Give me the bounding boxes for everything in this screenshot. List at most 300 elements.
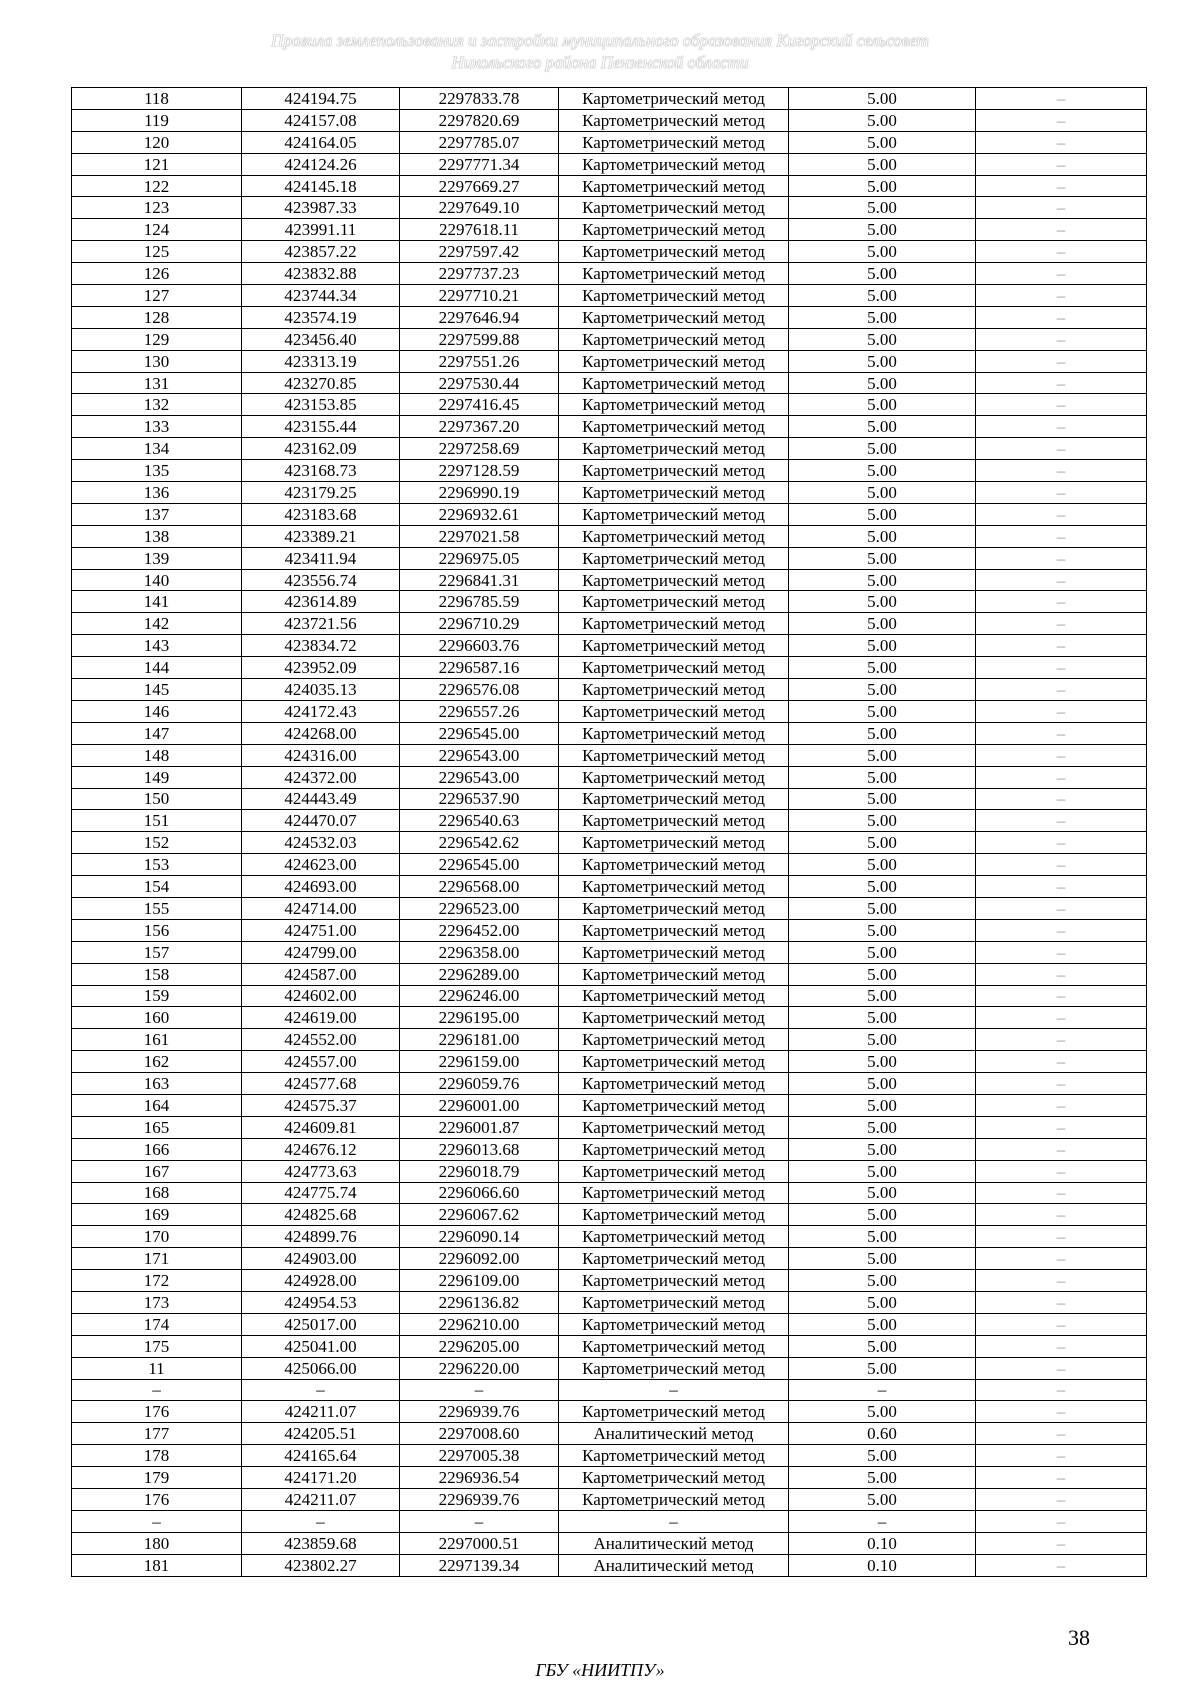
accuracy-cell: 5.00 xyxy=(789,1445,976,1467)
point-number-cell: 152 xyxy=(72,832,242,854)
y-coordinate-cell: 2297833.78 xyxy=(400,88,559,110)
table-row xyxy=(72,1160,1147,1182)
point-number-cell: 150 xyxy=(72,788,242,810)
note-cell: – xyxy=(976,788,1147,810)
point-number-cell: 145 xyxy=(72,679,242,701)
x-coordinate-cell: 424171.20 xyxy=(242,1467,400,1489)
note-cell: – xyxy=(976,722,1147,744)
point-number-cell: 172 xyxy=(72,1270,242,1292)
table-row xyxy=(72,1270,1147,1292)
table-row xyxy=(72,372,1147,394)
point-number-cell: 181 xyxy=(72,1554,242,1576)
accuracy-cell: 5.00 xyxy=(789,1073,976,1095)
note-cell: – xyxy=(976,1467,1147,1489)
y-coordinate-cell: 2296195.00 xyxy=(400,1007,559,1029)
x-coordinate-cell: 423614.89 xyxy=(242,591,400,613)
accuracy-cell: 5.00 xyxy=(789,722,976,744)
x-coordinate-cell: 423832.88 xyxy=(242,263,400,285)
y-coordinate-cell: 2296067.62 xyxy=(400,1204,559,1226)
method-cell: Картометрический метод xyxy=(559,854,789,876)
accuracy-cell: 5.00 xyxy=(789,591,976,613)
x-coordinate-cell: 424751.00 xyxy=(242,919,400,941)
method-cell: Картометрический метод xyxy=(559,1291,789,1313)
table-row xyxy=(72,131,1147,153)
accuracy-cell: 5.00 xyxy=(789,810,976,832)
point-number-cell: 170 xyxy=(72,1226,242,1248)
table-row xyxy=(72,503,1147,525)
table-row xyxy=(72,897,1147,919)
accuracy-cell: 5.00 xyxy=(789,854,976,876)
y-coordinate-cell: 2297710.21 xyxy=(400,285,559,307)
y-coordinate-cell: 2296587.16 xyxy=(400,657,559,679)
table-row xyxy=(72,1532,1147,1554)
method-cell: Картометрический метод xyxy=(559,263,789,285)
table-row xyxy=(72,1467,1147,1489)
x-coordinate-cell: 424825.68 xyxy=(242,1204,400,1226)
y-coordinate-cell: 2297618.11 xyxy=(400,219,559,241)
x-coordinate-cell: 424693.00 xyxy=(242,876,400,898)
method-cell: Картометрический метод xyxy=(559,328,789,350)
table-row xyxy=(72,438,1147,460)
point-number-cell: 138 xyxy=(72,525,242,547)
table-row xyxy=(72,1423,1147,1445)
coordinates-table-body xyxy=(72,88,1147,1577)
table-row xyxy=(72,1313,1147,1335)
table-row xyxy=(72,1116,1147,1138)
table-row xyxy=(72,657,1147,679)
note-cell: – xyxy=(976,197,1147,219)
y-coordinate-cell: – xyxy=(400,1379,559,1401)
point-number-cell: 130 xyxy=(72,350,242,372)
table-row xyxy=(72,460,1147,482)
x-coordinate-cell: 424211.07 xyxy=(242,1401,400,1423)
note-cell: – xyxy=(976,1313,1147,1335)
table-row xyxy=(72,416,1147,438)
y-coordinate-cell: 2297785.07 xyxy=(400,131,559,153)
method-cell: Картометрический метод xyxy=(559,700,789,722)
table-row xyxy=(72,591,1147,613)
y-coordinate-cell: 2296543.00 xyxy=(400,744,559,766)
x-coordinate-cell: 424623.00 xyxy=(242,854,400,876)
y-coordinate-cell: 2296109.00 xyxy=(400,1270,559,1292)
y-coordinate-cell: 2296710.29 xyxy=(400,613,559,635)
note-cell: – xyxy=(976,1051,1147,1073)
point-number-cell: 146 xyxy=(72,700,242,722)
note-cell: – xyxy=(976,854,1147,876)
y-coordinate-cell: 2296018.79 xyxy=(400,1160,559,1182)
point-number-cell: 156 xyxy=(72,919,242,941)
y-coordinate-cell: 2296936.54 xyxy=(400,1467,559,1489)
x-coordinate-cell: 424899.76 xyxy=(242,1226,400,1248)
note-cell: – xyxy=(976,613,1147,635)
y-coordinate-cell: – xyxy=(400,1510,559,1532)
note-cell: – xyxy=(976,1270,1147,1292)
accuracy-cell: 5.00 xyxy=(789,876,976,898)
accuracy-cell: 5.00 xyxy=(789,941,976,963)
y-coordinate-cell: 2296181.00 xyxy=(400,1029,559,1051)
method-cell: Картометрический метод xyxy=(559,1226,789,1248)
accuracy-cell: 5.00 xyxy=(789,1007,976,1029)
table-row xyxy=(72,876,1147,898)
y-coordinate-cell: 2297258.69 xyxy=(400,438,559,460)
note-cell: – xyxy=(976,547,1147,569)
accuracy-cell: 5.00 xyxy=(789,1094,976,1116)
table-row xyxy=(72,547,1147,569)
note-cell: – xyxy=(976,766,1147,788)
method-cell: Картометрический метод xyxy=(559,1160,789,1182)
method-cell: Картометрический метод xyxy=(559,963,789,985)
running-header xyxy=(0,30,1200,74)
point-number-cell: 125 xyxy=(72,241,242,263)
table-row xyxy=(72,1051,1147,1073)
y-coordinate-cell: 2297416.45 xyxy=(400,394,559,416)
note-cell: – xyxy=(976,109,1147,131)
x-coordinate-cell: 424205.51 xyxy=(242,1423,400,1445)
note-cell: – xyxy=(976,679,1147,701)
note-cell: – xyxy=(976,1401,1147,1423)
accuracy-cell: 5.00 xyxy=(789,241,976,263)
x-coordinate-cell: 424211.07 xyxy=(242,1489,400,1511)
accuracy-cell: 5.00 xyxy=(789,1182,976,1204)
accuracy-cell: 5.00 xyxy=(789,438,976,460)
y-coordinate-cell: 2297599.88 xyxy=(400,328,559,350)
accuracy-cell: 5.00 xyxy=(789,1401,976,1423)
point-number-cell: 166 xyxy=(72,1138,242,1160)
accuracy-cell: 5.00 xyxy=(789,460,976,482)
point-number-cell: 173 xyxy=(72,1291,242,1313)
method-cell: Аналитический метод xyxy=(559,1554,789,1576)
point-number-cell: 160 xyxy=(72,1007,242,1029)
point-number-cell: 143 xyxy=(72,635,242,657)
accuracy-cell: 5.00 xyxy=(789,1248,976,1270)
method-cell: – xyxy=(559,1379,789,1401)
x-coordinate-cell: 423802.27 xyxy=(242,1554,400,1576)
y-coordinate-cell: 2296990.19 xyxy=(400,482,559,504)
y-coordinate-cell: 2297649.10 xyxy=(400,197,559,219)
accuracy-cell: 5.00 xyxy=(789,109,976,131)
note-cell: – xyxy=(976,328,1147,350)
note-cell: – xyxy=(976,350,1147,372)
method-cell: Картометрический метод xyxy=(559,1467,789,1489)
accuracy-cell: 5.00 xyxy=(789,766,976,788)
method-cell: Картометрический метод xyxy=(559,832,789,854)
accuracy-cell: 5.00 xyxy=(789,1313,976,1335)
table-row xyxy=(72,635,1147,657)
x-coordinate-cell: 423168.73 xyxy=(242,460,400,482)
accuracy-cell: 5.00 xyxy=(789,1160,976,1182)
method-cell: Картометрический метод xyxy=(559,744,789,766)
note-cell: – xyxy=(976,263,1147,285)
x-coordinate-cell: 423991.11 xyxy=(242,219,400,241)
point-number-cell: 119 xyxy=(72,109,242,131)
page-number: 38 xyxy=(1068,1625,1090,1650)
point-number-cell: 118 xyxy=(72,88,242,110)
y-coordinate-cell: 2296568.00 xyxy=(400,876,559,898)
method-cell: Картометрический метод xyxy=(559,460,789,482)
x-coordinate-cell: 424609.81 xyxy=(242,1116,400,1138)
method-cell: Аналитический метод xyxy=(559,1423,789,1445)
point-number-cell: 168 xyxy=(72,1182,242,1204)
point-number-cell: 131 xyxy=(72,372,242,394)
accuracy-cell: 5.00 xyxy=(789,482,976,504)
method-cell: Картометрический метод xyxy=(559,569,789,591)
note-cell: – xyxy=(976,963,1147,985)
x-coordinate-cell: 424619.00 xyxy=(242,1007,400,1029)
accuracy-cell: 5.00 xyxy=(789,263,976,285)
x-coordinate-cell: 424954.53 xyxy=(242,1291,400,1313)
y-coordinate-cell: 2296220.00 xyxy=(400,1357,559,1379)
x-coordinate-cell: – xyxy=(242,1379,400,1401)
table-row xyxy=(72,1510,1147,1532)
y-coordinate-cell: 2296576.08 xyxy=(400,679,559,701)
point-number-cell: 134 xyxy=(72,438,242,460)
point-number-cell: 124 xyxy=(72,219,242,241)
y-coordinate-cell: 2296537.90 xyxy=(400,788,559,810)
method-cell: Картометрический метод xyxy=(559,1335,789,1357)
note-cell: – xyxy=(976,1116,1147,1138)
method-cell: Картометрический метод xyxy=(559,1051,789,1073)
x-coordinate-cell: 424602.00 xyxy=(242,985,400,1007)
method-cell: Картометрический метод xyxy=(559,197,789,219)
accuracy-cell: 5.00 xyxy=(789,285,976,307)
point-number-cell: 179 xyxy=(72,1467,242,1489)
x-coordinate-cell: 423313.19 xyxy=(242,350,400,372)
accuracy-cell: 5.00 xyxy=(789,88,976,110)
table-row xyxy=(72,1094,1147,1116)
accuracy-cell: 5.00 xyxy=(789,1116,976,1138)
x-coordinate-cell: 425041.00 xyxy=(242,1335,400,1357)
table-row xyxy=(72,700,1147,722)
table-row xyxy=(72,1007,1147,1029)
x-coordinate-cell: 423952.09 xyxy=(242,657,400,679)
table-row xyxy=(72,1335,1147,1357)
accuracy-cell: 5.00 xyxy=(789,175,976,197)
method-cell: Картометрический метод xyxy=(559,613,789,635)
point-number-cell: 121 xyxy=(72,153,242,175)
accuracy-cell: 5.00 xyxy=(789,1138,976,1160)
method-cell: Картометрический метод xyxy=(559,482,789,504)
point-number-cell: 151 xyxy=(72,810,242,832)
accuracy-cell: 5.00 xyxy=(789,963,976,985)
point-number-cell: 167 xyxy=(72,1160,242,1182)
accuracy-cell: 5.00 xyxy=(789,613,976,635)
y-coordinate-cell: 2296136.82 xyxy=(400,1291,559,1313)
accuracy-cell: 5.00 xyxy=(789,547,976,569)
accuracy-cell: – xyxy=(789,1510,976,1532)
x-coordinate-cell: 424532.03 xyxy=(242,832,400,854)
point-number-cell: 123 xyxy=(72,197,242,219)
y-coordinate-cell: 2296358.00 xyxy=(400,941,559,963)
accuracy-cell: 5.00 xyxy=(789,1270,976,1292)
method-cell: Картометрический метод xyxy=(559,635,789,657)
point-number-cell: 142 xyxy=(72,613,242,635)
y-coordinate-cell: 2296159.00 xyxy=(400,1051,559,1073)
x-coordinate-cell: 424470.07 xyxy=(242,810,400,832)
x-coordinate-cell: 424575.37 xyxy=(242,1094,400,1116)
x-coordinate-cell: 423153.85 xyxy=(242,394,400,416)
method-cell: Картометрический метод xyxy=(559,547,789,569)
point-number-cell: 171 xyxy=(72,1248,242,1270)
table-row xyxy=(72,1554,1147,1576)
y-coordinate-cell: 2296210.00 xyxy=(400,1313,559,1335)
method-cell: Картометрический метод xyxy=(559,1313,789,1335)
accuracy-cell: 0.60 xyxy=(789,1423,976,1445)
point-number-cell: 147 xyxy=(72,722,242,744)
y-coordinate-cell: 2297000.51 xyxy=(400,1532,559,1554)
note-cell: – xyxy=(976,919,1147,941)
x-coordinate-cell: 424773.63 xyxy=(242,1160,400,1182)
accuracy-cell: 5.00 xyxy=(789,1489,976,1511)
point-number-cell: 133 xyxy=(72,416,242,438)
accuracy-cell: 5.00 xyxy=(789,219,976,241)
x-coordinate-cell: 424557.00 xyxy=(242,1051,400,1073)
method-cell: Картометрический метод xyxy=(559,919,789,941)
point-number-cell: 161 xyxy=(72,1029,242,1051)
note-cell: – xyxy=(976,1138,1147,1160)
y-coordinate-cell: 2296001.87 xyxy=(400,1116,559,1138)
y-coordinate-cell: 2297820.69 xyxy=(400,109,559,131)
footer-organization: ГБУ «НИИТПУ» xyxy=(535,1660,665,1680)
note-cell: – xyxy=(976,1554,1147,1576)
accuracy-cell: 5.00 xyxy=(789,525,976,547)
method-cell: Картометрический метод xyxy=(559,1029,789,1051)
note-cell: – xyxy=(976,482,1147,504)
point-number-cell: 157 xyxy=(72,941,242,963)
point-number-cell: – xyxy=(72,1379,242,1401)
y-coordinate-cell: 2297005.38 xyxy=(400,1445,559,1467)
y-coordinate-cell: 2296523.00 xyxy=(400,897,559,919)
x-coordinate-cell: 424552.00 xyxy=(242,1029,400,1051)
y-coordinate-cell: 2296092.00 xyxy=(400,1248,559,1270)
x-coordinate-cell: – xyxy=(242,1510,400,1532)
x-coordinate-cell: 423183.68 xyxy=(242,503,400,525)
accuracy-cell: 5.00 xyxy=(789,1029,976,1051)
x-coordinate-cell: 423859.68 xyxy=(242,1532,400,1554)
note-cell: – xyxy=(976,1357,1147,1379)
accuracy-cell: 5.00 xyxy=(789,788,976,810)
method-cell: Картометрический метод xyxy=(559,372,789,394)
method-cell: Картометрический метод xyxy=(559,1116,789,1138)
method-cell: Картометрический метод xyxy=(559,1248,789,1270)
accuracy-cell: – xyxy=(789,1379,976,1401)
y-coordinate-cell: 2296001.00 xyxy=(400,1094,559,1116)
table-row xyxy=(72,1379,1147,1401)
method-cell: Картометрический метод xyxy=(559,941,789,963)
accuracy-cell: 5.00 xyxy=(789,153,976,175)
y-coordinate-cell: 2297597.42 xyxy=(400,241,559,263)
x-coordinate-cell: 423987.33 xyxy=(242,197,400,219)
note-cell: – xyxy=(976,416,1147,438)
y-coordinate-cell: 2297737.23 xyxy=(400,263,559,285)
method-cell: Картометрический метод xyxy=(559,788,789,810)
point-number-cell: 177 xyxy=(72,1423,242,1445)
note-cell: – xyxy=(976,744,1147,766)
table-row xyxy=(72,1248,1147,1270)
y-coordinate-cell: 2296557.26 xyxy=(400,700,559,722)
table-row xyxy=(72,985,1147,1007)
y-coordinate-cell: 2296939.76 xyxy=(400,1401,559,1423)
x-coordinate-cell: 423411.94 xyxy=(242,547,400,569)
table-row xyxy=(72,109,1147,131)
note-cell: – xyxy=(976,1160,1147,1182)
table-row xyxy=(72,306,1147,328)
note-cell: – xyxy=(976,897,1147,919)
point-number-cell: 164 xyxy=(72,1094,242,1116)
x-coordinate-cell: 423155.44 xyxy=(242,416,400,438)
table-row xyxy=(72,175,1147,197)
accuracy-cell: 5.00 xyxy=(789,1204,976,1226)
y-coordinate-cell: 2296289.00 xyxy=(400,963,559,985)
method-cell: Картометрический метод xyxy=(559,285,789,307)
x-coordinate-cell: 424145.18 xyxy=(242,175,400,197)
y-coordinate-cell: 2297669.27 xyxy=(400,175,559,197)
note-cell: – xyxy=(976,1182,1147,1204)
method-cell: Картометрический метод xyxy=(559,1138,789,1160)
method-cell: Картометрический метод xyxy=(559,1182,789,1204)
x-coordinate-cell: 425017.00 xyxy=(242,1313,400,1335)
y-coordinate-cell: 2296205.00 xyxy=(400,1335,559,1357)
table-row xyxy=(72,832,1147,854)
accuracy-cell: 5.00 xyxy=(789,1291,976,1313)
table-row xyxy=(72,722,1147,744)
x-coordinate-cell: 424676.12 xyxy=(242,1138,400,1160)
note-cell: – xyxy=(976,394,1147,416)
table-row xyxy=(72,285,1147,307)
accuracy-cell: 0.10 xyxy=(789,1554,976,1576)
method-cell: Картометрический метод xyxy=(559,810,789,832)
method-cell: Картометрический метод xyxy=(559,1445,789,1467)
x-coordinate-cell: 424928.00 xyxy=(242,1270,400,1292)
note-cell: – xyxy=(976,460,1147,482)
note-cell: – xyxy=(976,88,1147,110)
y-coordinate-cell: 2296545.00 xyxy=(400,854,559,876)
x-coordinate-cell: 423179.25 xyxy=(242,482,400,504)
table-row xyxy=(72,525,1147,547)
method-cell: Картометрический метод xyxy=(559,153,789,175)
header-line-1: Правила землепользования и застройки муниципального образования Кигорский сельсовет xyxy=(271,31,929,50)
table-row xyxy=(72,328,1147,350)
x-coordinate-cell: 423389.21 xyxy=(242,525,400,547)
point-number-cell: 120 xyxy=(72,131,242,153)
note-cell: – xyxy=(976,985,1147,1007)
accuracy-cell: 5.00 xyxy=(789,1467,976,1489)
note-cell: – xyxy=(976,1094,1147,1116)
note-cell: – xyxy=(976,635,1147,657)
point-number-cell: 165 xyxy=(72,1116,242,1138)
accuracy-cell: 5.00 xyxy=(789,372,976,394)
accuracy-cell: 5.00 xyxy=(789,657,976,679)
point-number-cell: 132 xyxy=(72,394,242,416)
table-row xyxy=(72,679,1147,701)
method-cell: Картометрический метод xyxy=(559,350,789,372)
x-coordinate-cell: 424714.00 xyxy=(242,897,400,919)
method-cell: Картометрический метод xyxy=(559,131,789,153)
y-coordinate-cell: 2297008.60 xyxy=(400,1423,559,1445)
x-coordinate-cell: 424587.00 xyxy=(242,963,400,985)
table-row xyxy=(72,854,1147,876)
point-number-cell: 144 xyxy=(72,657,242,679)
x-coordinate-cell: 424775.74 xyxy=(242,1182,400,1204)
y-coordinate-cell: 2296603.76 xyxy=(400,635,559,657)
note-cell: – xyxy=(976,1510,1147,1532)
table-row xyxy=(72,153,1147,175)
point-number-cell: 135 xyxy=(72,460,242,482)
coordinates-table xyxy=(71,87,1147,1577)
note-cell: – xyxy=(976,941,1147,963)
table-row xyxy=(72,1401,1147,1423)
method-cell: Картометрический метод xyxy=(559,219,789,241)
method-cell: Картометрический метод xyxy=(559,1357,789,1379)
